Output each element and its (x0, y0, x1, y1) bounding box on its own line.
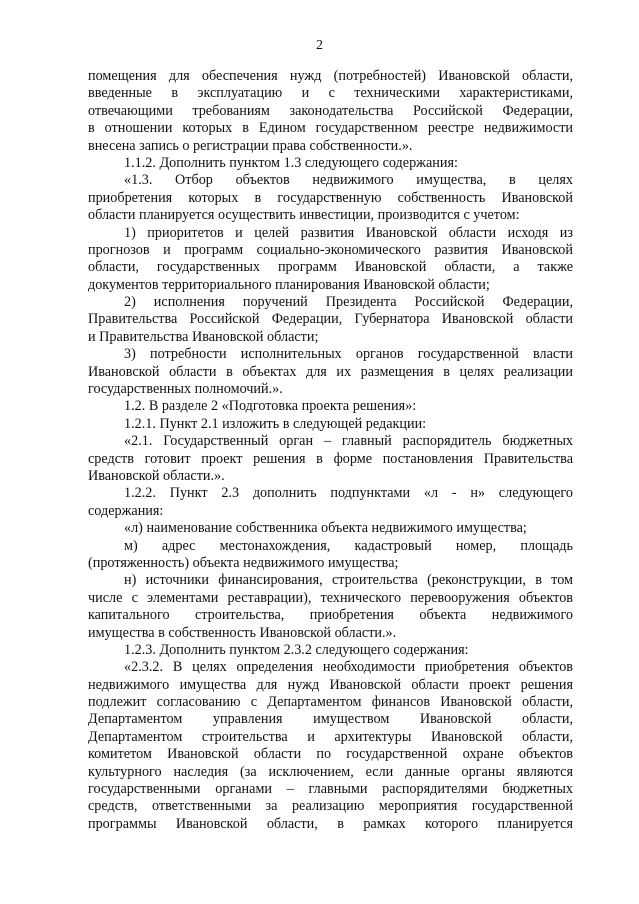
text-line: подлежит согласованию с Департаментом финансов Ивановской области, (88, 694, 573, 711)
text-line: «л) наименование собственника объекта недвижимого имущества; (124, 520, 527, 537)
text-line: имущества в собственность Ивановской области.». (88, 624, 397, 641)
text-line: государственными органами – главными распорядителями бюджетных (88, 781, 573, 798)
text-line: помещения для обеспечения нужд (потребностей) Ивановской области, (88, 68, 573, 84)
text-line: отвечающими требованиям законодательства Российской Федерации, (88, 102, 573, 119)
text-line: Ивановской области.». (88, 467, 225, 484)
text-line: программы Ивановской области, в рамках которого планируется (88, 815, 573, 832)
text-line: 1) приоритетов и целей развития Ивановской области исходя из (124, 224, 573, 241)
text-line: в отношении которых в Едином государственном реестре недвижимости (88, 120, 573, 137)
text-line: средств, ответственными за реализацию мероприятия государственной (88, 798, 573, 815)
text-line: государственных полномочий.». (88, 381, 283, 398)
text-line: области планируется осуществить инвестиции, производится с учетом: (88, 207, 520, 224)
text-line: приобретения которых в государственную собственность Ивановской (88, 189, 573, 206)
text-line: содержания: (88, 502, 164, 519)
text-line: комитетом Ивановской области по государственной охране объектов (88, 746, 573, 763)
text-line: Правительства Российской Федерации, Губернатора Ивановской области (88, 311, 573, 328)
text-line: и Правительства Ивановской области; (88, 328, 319, 345)
text-line: Ивановской области в объектах для их размещения в целях реализации (88, 363, 573, 380)
text-line: 2) исполнения поручений Президента Российской Федерации, (124, 294, 573, 311)
text-line: 1.2.3. Дополнить пунктом 2.3.2 следующего содержания: (124, 641, 469, 658)
text-line: 1.1.2. Дополнить пунктом 1.3 следующего содержания: (124, 154, 458, 171)
text-line: (протяженность) объекта недвижимого имущества; (88, 554, 399, 571)
text-line: «2.3.2. В целях определения необходимости приобретения объектов (124, 659, 573, 676)
text-line: недвижимого имущества для нужд Ивановской области проект решения (88, 676, 573, 693)
text-line: 3) потребности исполнительных органов государственной власти (124, 346, 573, 363)
text-line: области, государственных программ Ивановской области, а также (88, 259, 573, 276)
text-line: прогнозов и программ социально-экономического развития Ивановской (88, 241, 573, 258)
text-line: «1.3. Отбор объектов недвижимого имущества, в целях (124, 172, 573, 189)
text-line: 1.2.1. Пункт 2.1 изложить в следующей редакции: (124, 415, 427, 432)
text-line: капитального строительства, приобретения объекта недвижимого (88, 607, 573, 624)
text-line: культурного наследия (за исключением, если данные органы являются (88, 763, 573, 780)
text-line: 1.2.2. Пункт 2.3 дополнить подпунктами «л - н» следующего (124, 485, 573, 502)
text-line: Департаментом строительства и архитектуры Ивановской области, (88, 728, 573, 745)
text-line: н) источники финансирования, строительства (реконструкции, в том (124, 572, 573, 589)
text-line: м) адрес местонахождения, кадастровый номер, площадь (124, 537, 573, 554)
text-line: «2.1. Государственный орган – главный распорядитель бюджетных (124, 433, 573, 450)
text-line: 1.2. В разделе 2 «Подготовка проекта решения»: (124, 398, 417, 415)
text-line: средств готовит проект решения в форме постановления Правительства (88, 450, 573, 467)
text-line: документов территориального планирования Ивановской области; (88, 276, 490, 293)
text-line: введенные в эксплуатацию и с техническими характеристиками, (88, 85, 573, 102)
text-line: внесена запись о регистрации права собственности.». (88, 137, 413, 154)
text-line: числе с элементами реставрации), технического перевооружения объектов (88, 589, 573, 606)
text-line: Департаментом управления имуществом Ивановской области, (88, 711, 573, 728)
page-number: 2 (316, 38, 323, 53)
document-body (88, 68, 573, 833)
